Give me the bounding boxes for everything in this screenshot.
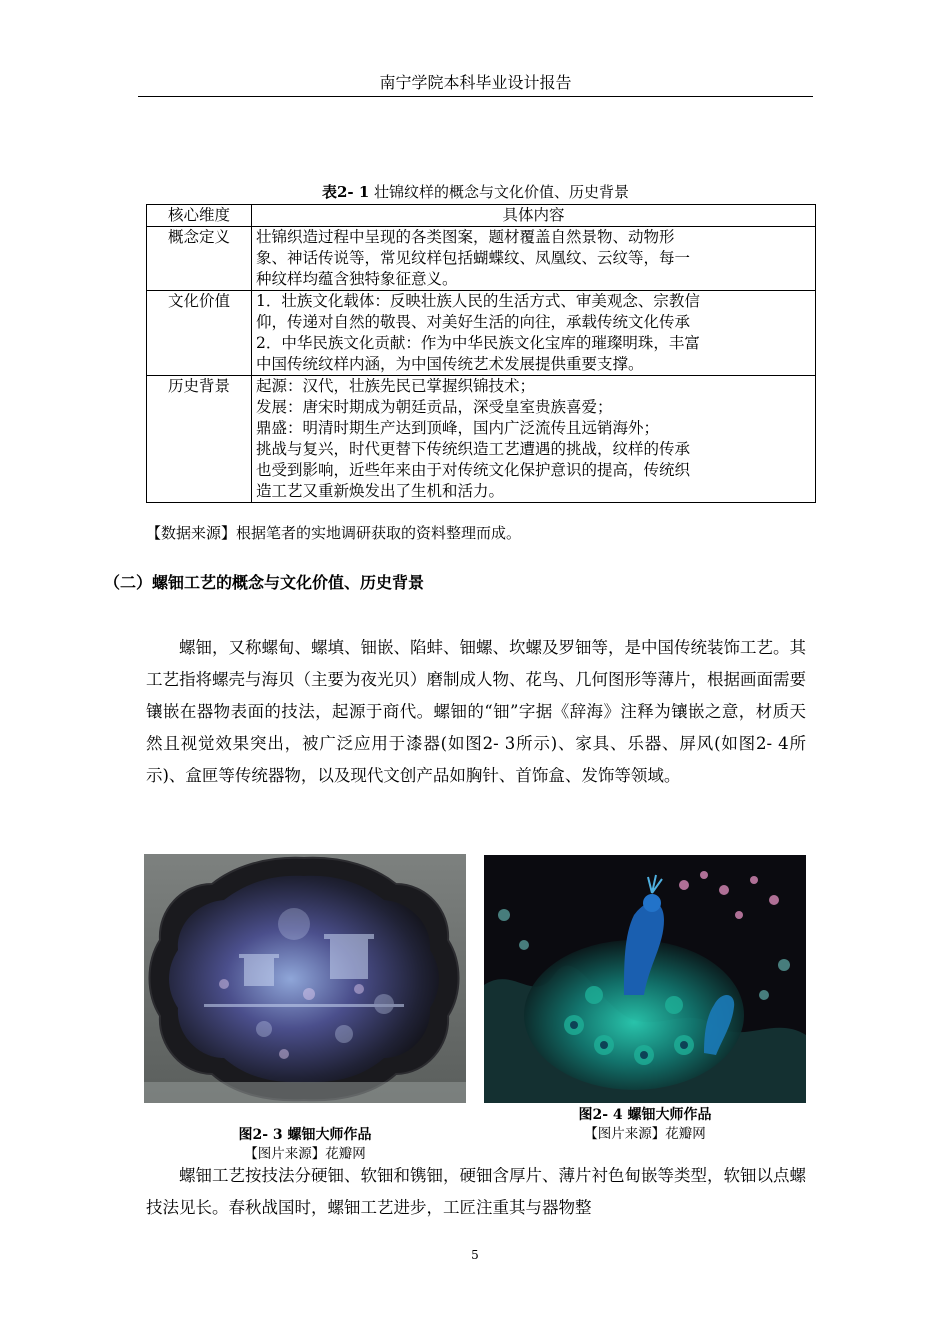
table-row [147,227,816,291]
page-number: 5 [471,1248,479,1262]
figure-caption-source: 【图片来源】花瓣网 [244,1146,366,1162]
body-paragraph: 螺钿，又称螺甸、螺填、钿嵌、陷蚌、钿螺、坎螺及罗钿等，是中国传统装饰工艺。其工艺指将螺壳与海贝（主要为夜光贝）磨制成人物、花鸟、几何图形等薄片，根据画面需要镶嵌在器物表面的技法，起源于商代。螺钿的“钿”字据《辞海》注释为镶嵌之意，材质天然且视觉效果突出，被广泛应用于漆器(如图2- 3所示)、家具、乐器、屏风(如图2- 4所示)、盒匣等传统器物，以及现代文创产品如胸针、首饰盒、发饰等领域。 [146,638,806,785]
row-content [252,376,816,503]
content-line: 中国传统纹样内涵，为中国传统艺术发展提供重要支撑。 [256,355,644,373]
figure-caption [484,1106,806,1144]
table-row [147,376,816,503]
table-caption-label: 表2- 1 [321,183,370,201]
lacquer-plate-image [144,854,466,1103]
content-line: 发展：唐宋时期成为朝廷贡品，深受皇室贵族喜爱； [256,398,613,416]
table-row [147,291,816,376]
table-header-row [147,205,816,227]
table-caption-text: 壮锦纹样的概念与文化价值、历史背景 [369,183,630,201]
row-dimension: 文化价值 [147,291,252,376]
section-heading: （二）螺钿工艺的概念与文化价值、历史背景 [104,573,425,592]
content-line: 仰，传递对自然的敬畏、对美好生活的向往，承载传统文化传承 [256,313,691,331]
page-header: 南宁学院本科毕业设计报告 [138,70,813,97]
content-line: 象、神话传说等，常见纹样包括蝴蝶纹、凤凰纹、云纹等，每一 [256,249,691,267]
header-content: 具体内容 [252,205,816,227]
row-dimension: 历史背景 [147,376,252,503]
row-content [252,291,816,376]
peacock-screen-illustration [484,855,806,1103]
content-line: 起源：汉代，壮族先民已掌握织锦技术； [256,377,536,395]
content-line: 2．中华民族文化贡献：作为中华民族文化宝库的璀璨明珠，丰富 [256,334,700,352]
peacock-screen-image [484,855,806,1103]
row-dimension: 概念定义 [147,227,252,291]
body-paragraph: 螺钿工艺按技法分硬钿、软钿和镌钿，硬钿含厚片、薄片衬色甸嵌等类型，软钿以点螺技法见长。春秋战国时，螺钿工艺进步，工匠注重其与器物整 [146,1166,806,1217]
content-line: 造工艺又重新焕发出了生机和活力。 [256,482,505,500]
content-line: 挑战与复兴，时代更替下传统织造工艺遭遇的挑战，纹样的传承 [256,440,691,458]
content-line: 也受到影响，近些年来由于对传统文化保护意识的提高，传统织 [256,461,691,479]
row-content [252,227,816,291]
culture-table [146,204,816,503]
content-line: 壮锦织造过程中呈现的各类图案，题材覆盖自然景物、动物形 [256,228,675,246]
content-line: 鼎盛：明清时期生产达到顶峰，国内广泛流传且远销海外； [256,419,660,437]
content-line: 种纹样均蕴含独特象征意义。 [256,270,458,288]
table-caption [138,181,813,203]
header-dimension: 核心维度 [147,205,252,227]
figure-caption-source: 【图片来源】花瓣网 [584,1126,706,1142]
figure-caption-title: 图2- 4 螺钿大师作品 [578,1107,712,1123]
content-line: 1．壮族文化载体：反映壮族人民的生活方式、审美观念、宗教信 [256,292,700,310]
lacquer-plate-illustration [144,854,466,1103]
figure-caption-title: 图2- 3 螺钿大师作品 [238,1127,372,1143]
figure-caption [144,1126,466,1164]
table-source-note: 【数据来源】根据笔者的实地调研获取的资料整理而成。 [146,524,522,542]
